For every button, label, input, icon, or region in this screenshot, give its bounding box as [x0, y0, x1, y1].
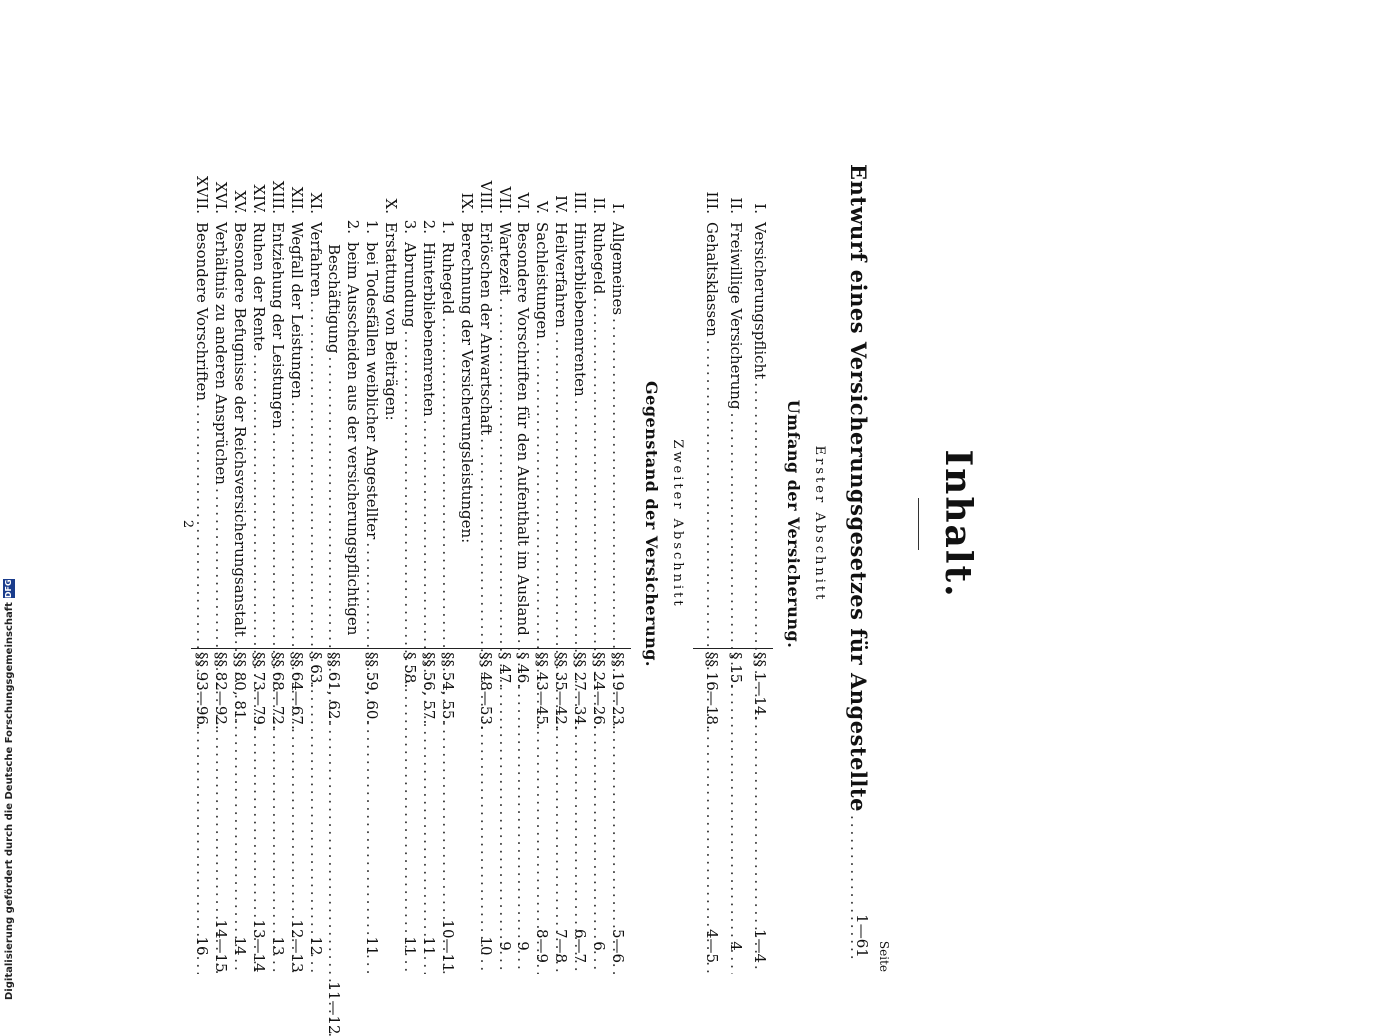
toc-row-paragraphs: §§ 48—53. [476, 652, 495, 730]
toc-row-label [571, 174, 589, 397]
toc-row-label [401, 174, 419, 327]
toc-row-paragraphs: §§ 16—18. [703, 652, 721, 730]
toc-row-paragraphs: §§ 24—26. [590, 652, 609, 730]
toc-row-paragraphs: §§ 54, 55. [438, 652, 457, 725]
toc-row-text: Besondere Vorschriften für den Aufenthalt im Ausland [514, 222, 533, 636]
toc-row-paragraphs: § 15. [727, 652, 745, 689]
toc-row-number: V. [533, 201, 552, 214]
toc-row-paragraphs: §§ 27—34. [571, 652, 590, 730]
page-number: 2 [180, 519, 195, 529]
toc-row [227, 174, 249, 974]
toc-row-number: III. [571, 191, 590, 214]
toc-row-label [590, 174, 608, 294]
toc-row [723, 174, 745, 974]
toc-row [340, 174, 362, 974]
toc-row-pages: 4 [727, 941, 745, 951]
toc-row-number: XV. [231, 190, 249, 214]
column-rule [693, 648, 773, 649]
toc-row-text: Wegfall der Leistungen [287, 222, 306, 399]
draft-entry [846, 164, 871, 964]
toc-row [359, 174, 381, 974]
toc-row-pages: 16 [193, 936, 212, 956]
toc-row-text: Ruhegeld [590, 222, 609, 295]
toc-row-number: II. [590, 197, 609, 214]
toc-row-text: Beschäftigung [325, 244, 344, 354]
toc-row [492, 174, 514, 974]
toc-row-paragraphs: §§ 64—67. [287, 652, 306, 730]
toc-row-pages: 14 [231, 936, 249, 956]
section2-label: Zweiter Abschnitt [670, 439, 685, 609]
toc-row-text: Sachleistungen [533, 222, 552, 339]
toc-row-number: VIII. [476, 180, 495, 214]
toc-row [284, 174, 306, 974]
scanned-page [165, 24, 995, 1035]
toc-row-paragraphs: §§ 59, 60. [363, 652, 382, 725]
toc-row-paragraphs: §§ 82—92. [212, 652, 231, 730]
toc-row-pages: 9 [514, 941, 533, 951]
toc-row [529, 174, 551, 974]
toc-row-number: VII. [495, 186, 514, 214]
draft-entry-pages: 1—61 [853, 914, 871, 958]
toc-row-text: Abrundung [401, 242, 420, 328]
toc-row [208, 174, 230, 974]
toc-row-pages: 6 [590, 941, 609, 951]
toc-row-text: Ruhen der Rente [249, 222, 268, 352]
toc-row [511, 174, 533, 974]
toc-row-label [751, 174, 769, 379]
toc-row-text: Wartezeit [495, 222, 514, 295]
toc-row-pages: 4—5 [703, 928, 721, 964]
toc-row [322, 174, 344, 1036]
toc-row-number: X. [382, 198, 401, 214]
toc-row [454, 174, 476, 974]
toc-row-text: Verfahren [306, 222, 325, 298]
toc-row-label [382, 174, 400, 421]
toc-row-pages: 9 [495, 941, 514, 951]
toc-row-label [420, 174, 438, 417]
leader-dots [590, 297, 608, 974]
toc-row-label [363, 174, 381, 539]
title-rule [918, 498, 919, 550]
toc-row-pages: 11 [401, 936, 420, 956]
toc-row-paragraphs: §§ 1—14. [751, 652, 769, 721]
toc-row-paragraphs: §§ 19—23. [609, 652, 627, 730]
section1-label: Erster Abschnitt [812, 445, 827, 603]
toc-row-label [609, 174, 627, 315]
toc-row-text: Gehaltsklassen [703, 222, 721, 337]
toc-row [605, 174, 627, 974]
toc-row-label [477, 174, 495, 435]
toc-row [586, 174, 608, 974]
toc-row-text: Allgemeines [609, 222, 627, 316]
toc-row-pages: 14—15 [212, 919, 231, 973]
toc-row-text: Hinterbliebenenrenten [420, 242, 438, 417]
toc-row-number: II. [727, 197, 745, 214]
toc-row-label [458, 174, 476, 543]
toc-row-paragraphs: §§ 56, 57. [420, 652, 438, 725]
toc-row-pages: 12—13 [287, 919, 306, 973]
toc-row-label [231, 174, 249, 637]
page-title: Inhalt. [937, 449, 979, 599]
toc-row-paragraphs: §§ 73—79. [249, 652, 268, 730]
funding-note-text: Digitalisierung gefördert durch die Deutsche Forschungsgemeinschaft [3, 602, 15, 1000]
toc-row-number: 2. [344, 219, 363, 234]
toc-row-pages: 12 [306, 936, 325, 956]
toc-row-label [212, 174, 230, 485]
toc-row [747, 174, 769, 974]
toc-row-number: 3. [401, 219, 420, 234]
funding-note [2, 579, 16, 1000]
toc-row-pages: 13—14 [249, 919, 268, 973]
toc-row-paragraphs: §§ 35—42. [552, 652, 571, 730]
section2-heading: Gegenstand der Versicherung. [642, 380, 661, 667]
toc-row-label [326, 236, 344, 354]
toc-row-label [193, 174, 211, 401]
toc-row-text: Hinterbliebenenrenten [571, 222, 590, 397]
toc-row-number: 1. [363, 219, 382, 234]
toc-row-pages: 11—12 [325, 981, 344, 1035]
leader-dots [496, 298, 514, 974]
toc-row-number: XI. [306, 192, 325, 214]
toc-row-number: IX. [457, 192, 476, 214]
toc-row-text: Verhältnis zu anderen Ansprüchen [212, 222, 231, 485]
toc-row-text: bei Todesfällen weiblicher Angestellter [363, 242, 382, 540]
toc-row [378, 174, 400, 974]
toc-row [303, 174, 325, 974]
toc-row-paragraphs: § 58. [401, 652, 420, 689]
toc-row-text: Freiwillige Versicherung [727, 222, 745, 410]
toc-row [416, 174, 438, 974]
toc-row-text: beim Ausscheiden aus der versicherungspflichtigen [344, 242, 363, 636]
toc-row [548, 174, 570, 974]
draft-entry-text: Entwurf eines Versicherungsgesetzes für Angestellte [846, 164, 871, 812]
toc-row-pages: 7—8 [552, 928, 571, 964]
toc-row-text: Erlöschen der Anwartschaft [476, 222, 495, 436]
toc-row [397, 174, 419, 974]
toc-row-pages: 10—11 [438, 919, 457, 973]
toc-row-number: I. [609, 203, 627, 214]
toc-row-pages: 6—7 [571, 928, 590, 964]
toc-row-text: Versicherungspflicht [751, 222, 769, 380]
toc-row [473, 174, 495, 974]
column-rule [191, 648, 631, 649]
column-header-seite: Seite [877, 940, 891, 972]
leader-dots [609, 318, 627, 974]
section1-heading: Umfang der Versicherung. [784, 399, 803, 649]
toc-row [567, 174, 589, 974]
toc-row-label [533, 174, 551, 339]
toc-row-text: Erstattung von Beiträgen: [382, 222, 401, 421]
toc-row-number: III. [703, 191, 721, 214]
toc-row-number: XVI. [212, 181, 231, 214]
toc-row-number: IV. [552, 195, 571, 214]
toc-row-pages: 11 [363, 936, 382, 956]
dfg-logo-icon: DFG [4, 579, 13, 599]
toc-row-number: XII. [287, 186, 306, 214]
toc-row-label [269, 174, 287, 429]
toc-row-paragraphs: §§ 93—96. [193, 652, 212, 730]
toc-row-label [250, 174, 268, 351]
toc-row-text: Besondere Vorschriften [193, 222, 212, 402]
toc-row-number: 2. [420, 219, 438, 234]
toc-row-text: Ruhegeld [438, 242, 457, 315]
toc-row-number: 1. [438, 219, 457, 234]
toc-row-pages: 10 [476, 936, 495, 956]
leader-dots [307, 300, 325, 974]
toc-row [435, 174, 457, 974]
toc-row-pages: 1—4 [751, 928, 769, 964]
toc-row-pages: 5—6 [609, 928, 627, 964]
toc-row-number: XIV. [249, 184, 268, 214]
toc-row-paragraphs: § 47. [495, 652, 514, 689]
toc-row-paragraphs: §§ 43—45. [533, 652, 552, 730]
toc-row-text: Besondere Befugnisse der Reichsversicherungsanstalt [231, 222, 249, 637]
toc-row [699, 174, 721, 974]
toc-row-number: XIII. [268, 180, 287, 214]
toc-row-label [496, 174, 514, 295]
toc-row-number: I. [751, 203, 769, 214]
toc-row-label [515, 174, 533, 636]
toc-row-number: VI. [514, 192, 533, 214]
toc-row [246, 174, 268, 974]
toc-row-label [552, 174, 570, 328]
toc-row-pages: 13 [268, 936, 287, 956]
toc-row-label [288, 174, 306, 399]
leader-dots [439, 317, 457, 974]
toc-row-text: Entziehung der Leistungen [268, 222, 287, 429]
toc-row-paragraphs: § 46. [514, 652, 533, 689]
toc-row [265, 174, 287, 974]
toc-row-label [439, 174, 457, 314]
toc-row-paragraphs: §§ 80, 81. [231, 652, 249, 725]
toc-row-label [727, 174, 745, 410]
toc-row-label [703, 174, 721, 337]
toc-row-paragraphs: §§ 68—72. [268, 652, 287, 730]
toc-row-text: Heilverfahren [552, 222, 571, 328]
toc-row-paragraphs: §§ 61, 62. [325, 652, 344, 725]
toc-row-pages: 8—9 [533, 928, 552, 964]
toc-row-paragraphs: § 63. [306, 652, 325, 689]
toc-row-pages: 11 [420, 936, 438, 956]
toc-row-label [344, 174, 362, 635]
toc-row-text: Berechnung der Versicherungsleistungen: [457, 222, 476, 544]
toc-row-label [307, 174, 325, 297]
toc-row-number: XVII. [193, 175, 212, 214]
